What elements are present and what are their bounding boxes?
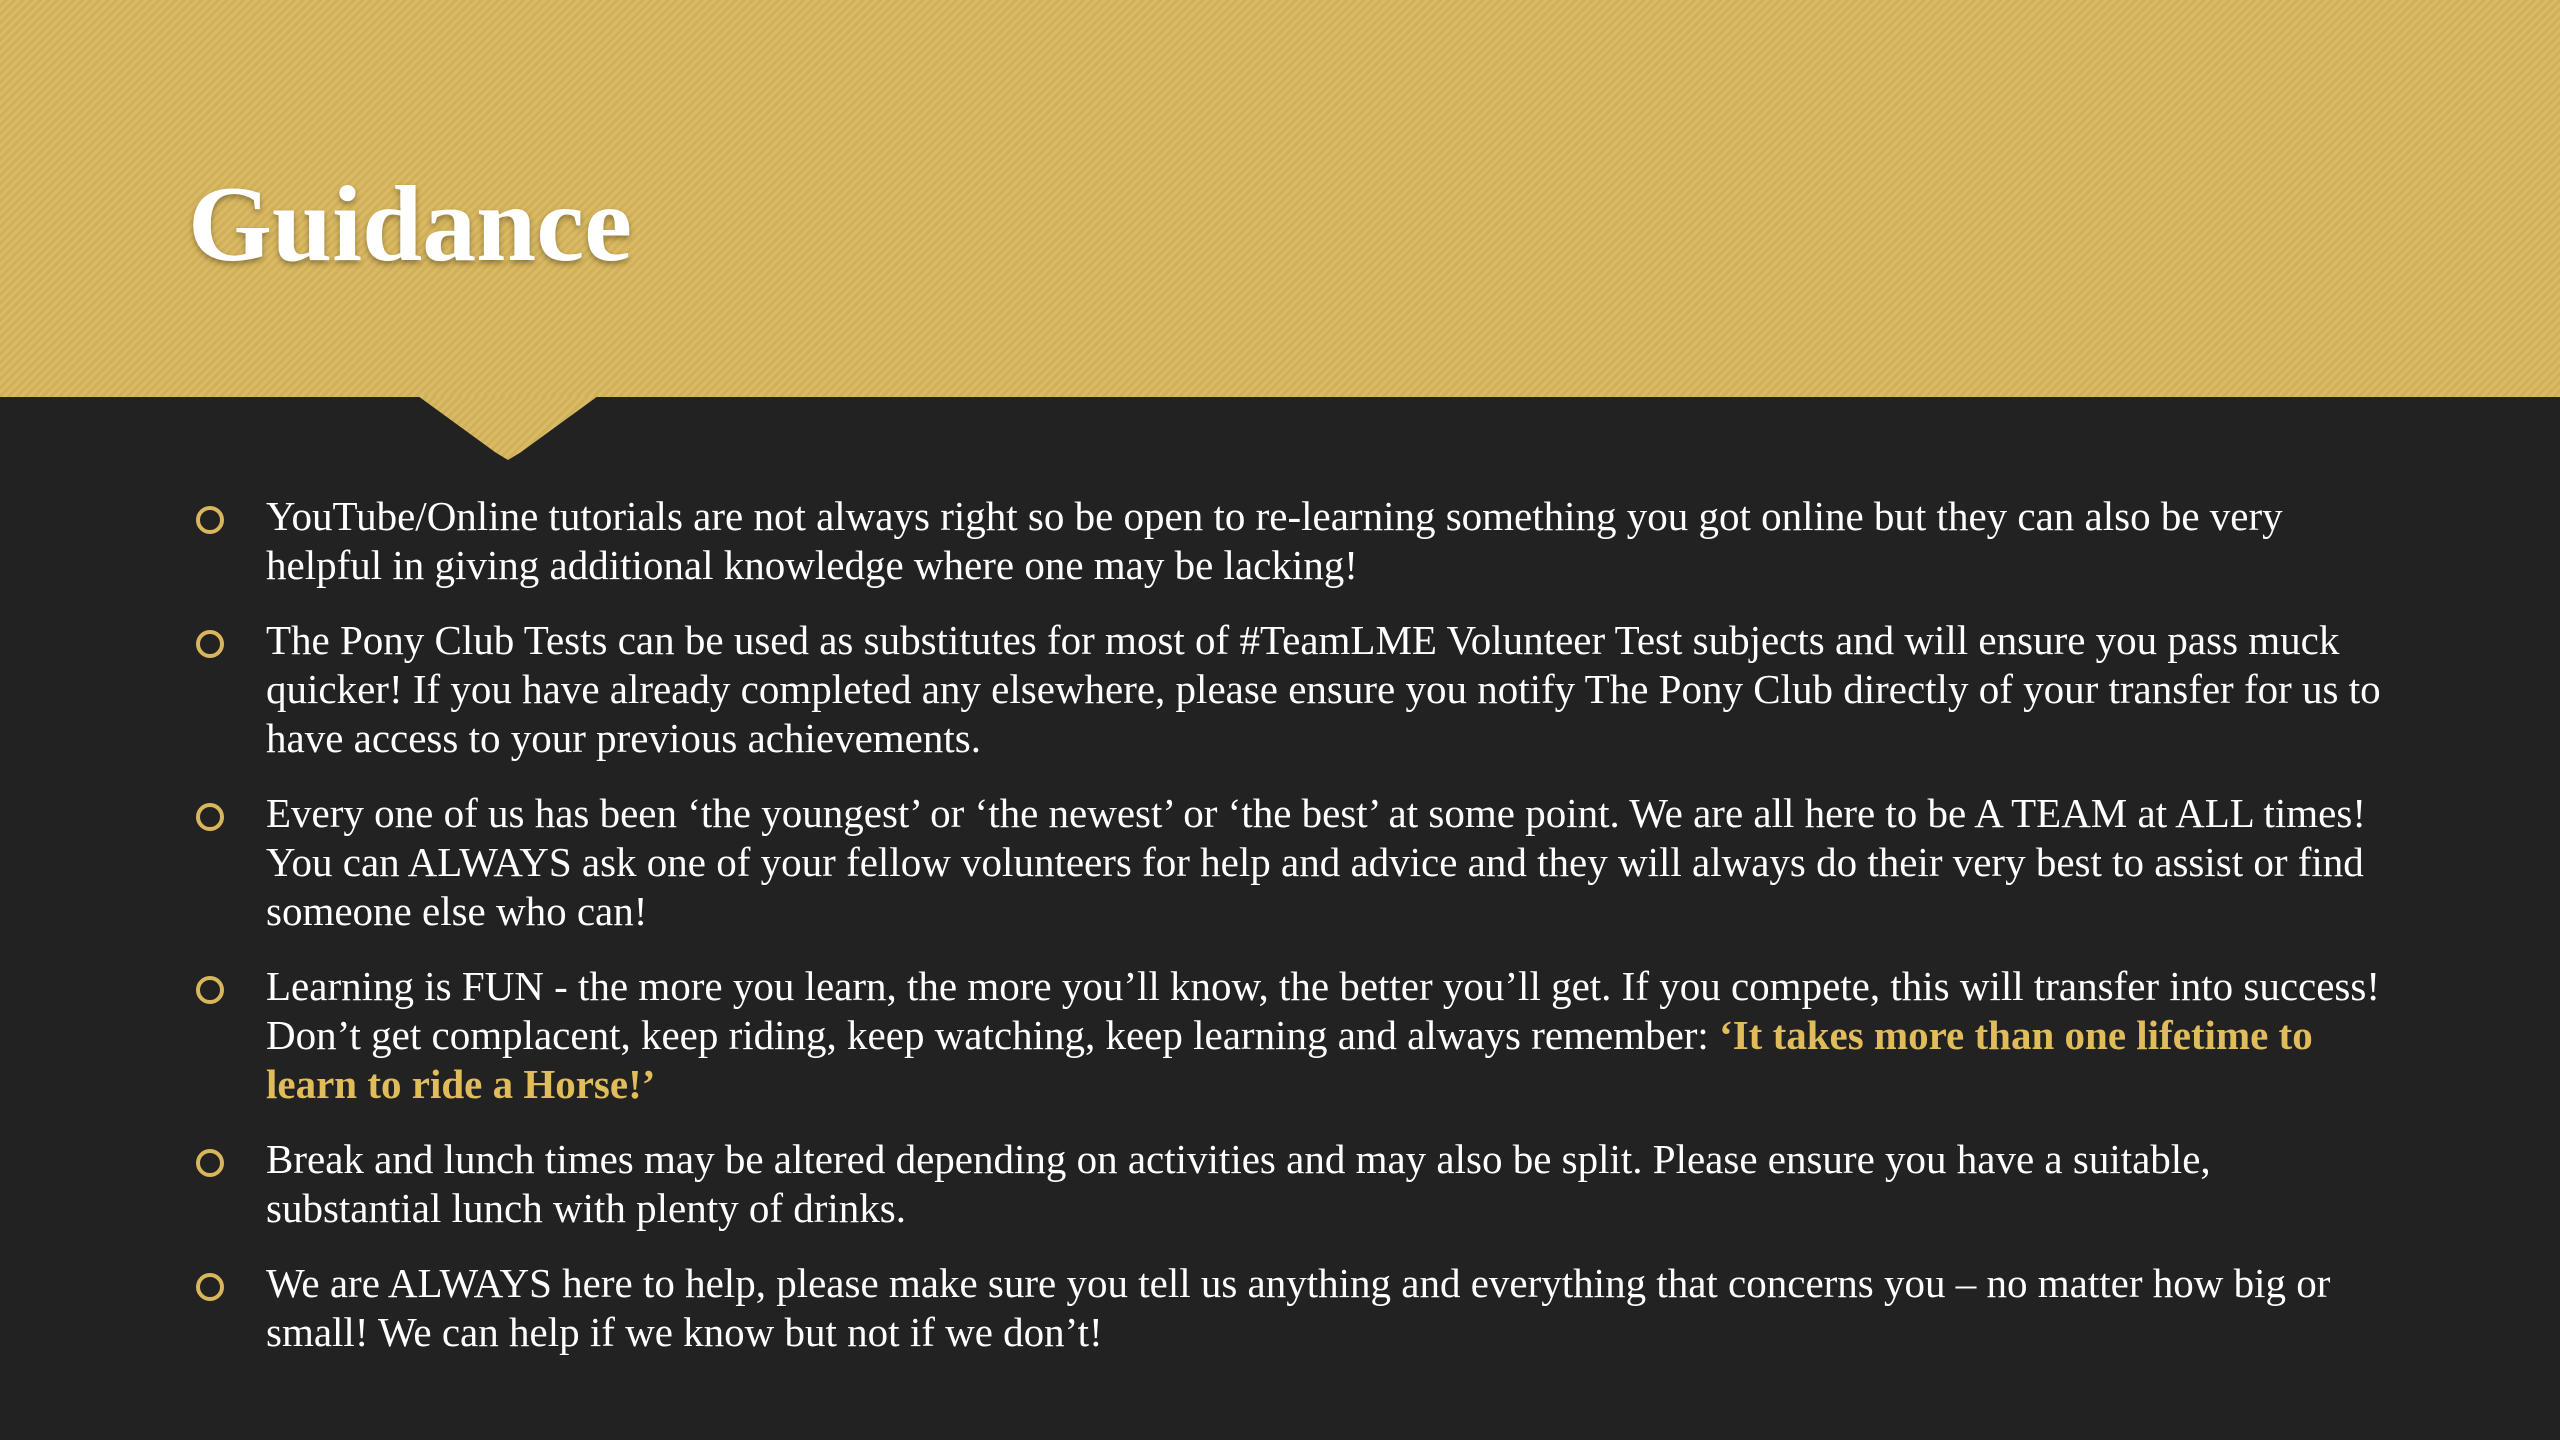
ring-bullet-icon <box>196 803 224 831</box>
bullet-list <box>190 492 2390 1383</box>
bullet-item <box>190 616 2390 763</box>
header-notch <box>418 396 598 460</box>
bullet-item <box>190 1135 2390 1233</box>
bullet-text: Break and lunch times may be altered depending on activities and may also be split. Please ensure you have a suitable, substantial lunch with plenty of drinks. <box>266 1136 2211 1231</box>
ring-bullet-icon <box>196 1273 224 1301</box>
slide-title: Guidance <box>188 165 633 284</box>
bullet-item <box>190 492 2390 590</box>
ring-bullet-icon <box>196 630 224 658</box>
bullet-item <box>190 789 2390 936</box>
bullet-text: We are ALWAYS here to help, please make sure you tell us anything and everything that concerns you – no matter how big or small! We can help if we know but not if we don’t! <box>266 1260 2331 1355</box>
bullet-text: The Pony Club Tests can be used as substitutes for most of #TeamLME Volunteer Test subjects and will ensure you pass muck quicker! If you have already completed any elsewhere, please ensure you notify The Pony Club directly of your transfer for us to have access to your previous achievements. <box>266 617 2381 761</box>
bullet-item <box>190 962 2390 1109</box>
bullet-text: YouTube/Online tutorials are not always right so be open to re-learning something you got online but they can also be very helpful in giving additional knowledge where one may be lacking! <box>266 493 2283 588</box>
ring-bullet-icon <box>196 1149 224 1177</box>
bullet-text: Every one of us has been ‘the youngest’ or ‘the newest’ or ‘the best’ at some point. We are all here to be A TEAM at ALL times! You can ALWAYS ask one of your fellow volunteers for help and advice and they will always do their very best to assist or find someone else who can! <box>266 790 2366 934</box>
ring-bullet-icon <box>196 976 224 1004</box>
bullet-item <box>190 1259 2390 1357</box>
bullet-text: Learning is FUN - the more you learn, the more you’ll know, the better you’ll get. If you compete, this will transfer into success! Don’t get complacent, keep riding, keep watching, keep learning and always remember: <box>266 963 2380 1058</box>
highlight-quote: ‘It takes more than one lifetime to learn to ride a Horse!’ <box>266 1012 2313 1107</box>
ring-bullet-icon <box>196 506 224 534</box>
